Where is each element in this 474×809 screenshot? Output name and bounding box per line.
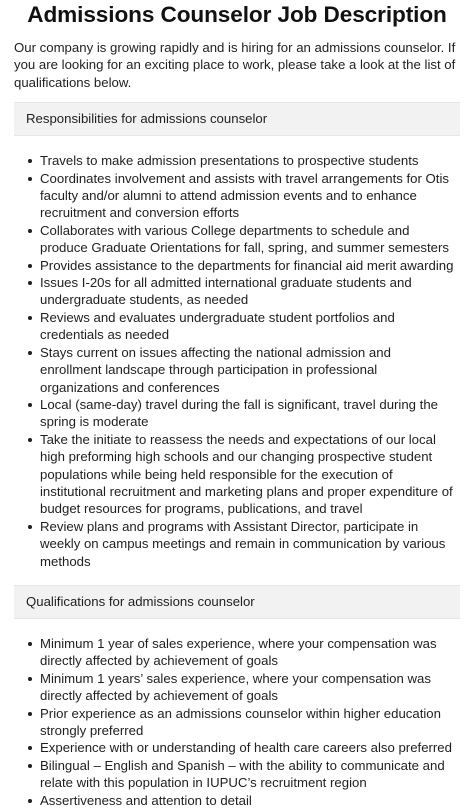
list-item: Provides assistance to the departments for financial aid merit awarding (27, 257, 456, 274)
page-title: Admissions Counselor Job Description (27, 2, 447, 27)
list-item: Prior experience as an admissions counselor within higher education strongly preferred (27, 705, 456, 740)
list-item: Assertiveness and attention to detail (27, 792, 456, 809)
intro-paragraph: Our company is growing rapidly and is hiring for an admissions counselor. If you are looking for an exciting place to work, please take a look at the list of qualifications below. (14, 40, 456, 90)
responsibilities-list (14, 152, 460, 570)
list-item: Take the initiate to reassess the needs and expectations of our local high preforming high schools and our changing prospective student populations while being held responsible for the execution of institutional recruitment and marketing plans and proper expenditure of budget resources for programs, publications, and travel (27, 431, 456, 518)
list-item: Reviews and evaluates undergraduate student portfolios and credentials as needed (27, 309, 456, 344)
list-item: Stays current on issues affecting the national admission and enrollment landscape through participation in professional organizations and conferences (27, 344, 456, 396)
list-item: Local (same-day) travel during the fall is significant, travel during the spring is moderate (27, 396, 456, 431)
qualifications-list (14, 635, 460, 809)
list-item: Minimum 1 years’ sales experience, where your compensation was directly affected by achievement of goals (27, 670, 456, 705)
list-item: Coordinates involvement and assists with travel arrangements for Otis faculty and/or alumni to attend admission events and to enhance recruitment and conversion efforts (27, 170, 456, 222)
list-item: Review plans and programs with Assistant Director, participate in weekly on campus meetings and remain in communication by various methods (27, 518, 456, 570)
list-item: Travels to make admission presentations to prospective students (27, 152, 456, 169)
list-item: Issues I-20s for all admitted international graduate students and undergraduate students, as needed (27, 274, 456, 309)
responsibilities-heading: Responsibilities for admissions counselor (14, 102, 460, 136)
list-item: Experience with or understanding of health care careers also preferred (27, 739, 456, 756)
list-item: Minimum 1 year of sales experience, where your compensation was directly affected by achievement of goals (27, 635, 456, 670)
qualifications-heading: Qualifications for admissions counselor (14, 585, 460, 619)
list-item: Collaborates with various College departments to schedule and produce Graduate Orientations for fall, spring, and summer semesters (27, 222, 456, 257)
job-description-page (0, 1, 474, 809)
list-item: Bilingual – English and Spanish – with the ability to communicate and relate with this population in IUPUC’s recruitment region (27, 757, 456, 792)
